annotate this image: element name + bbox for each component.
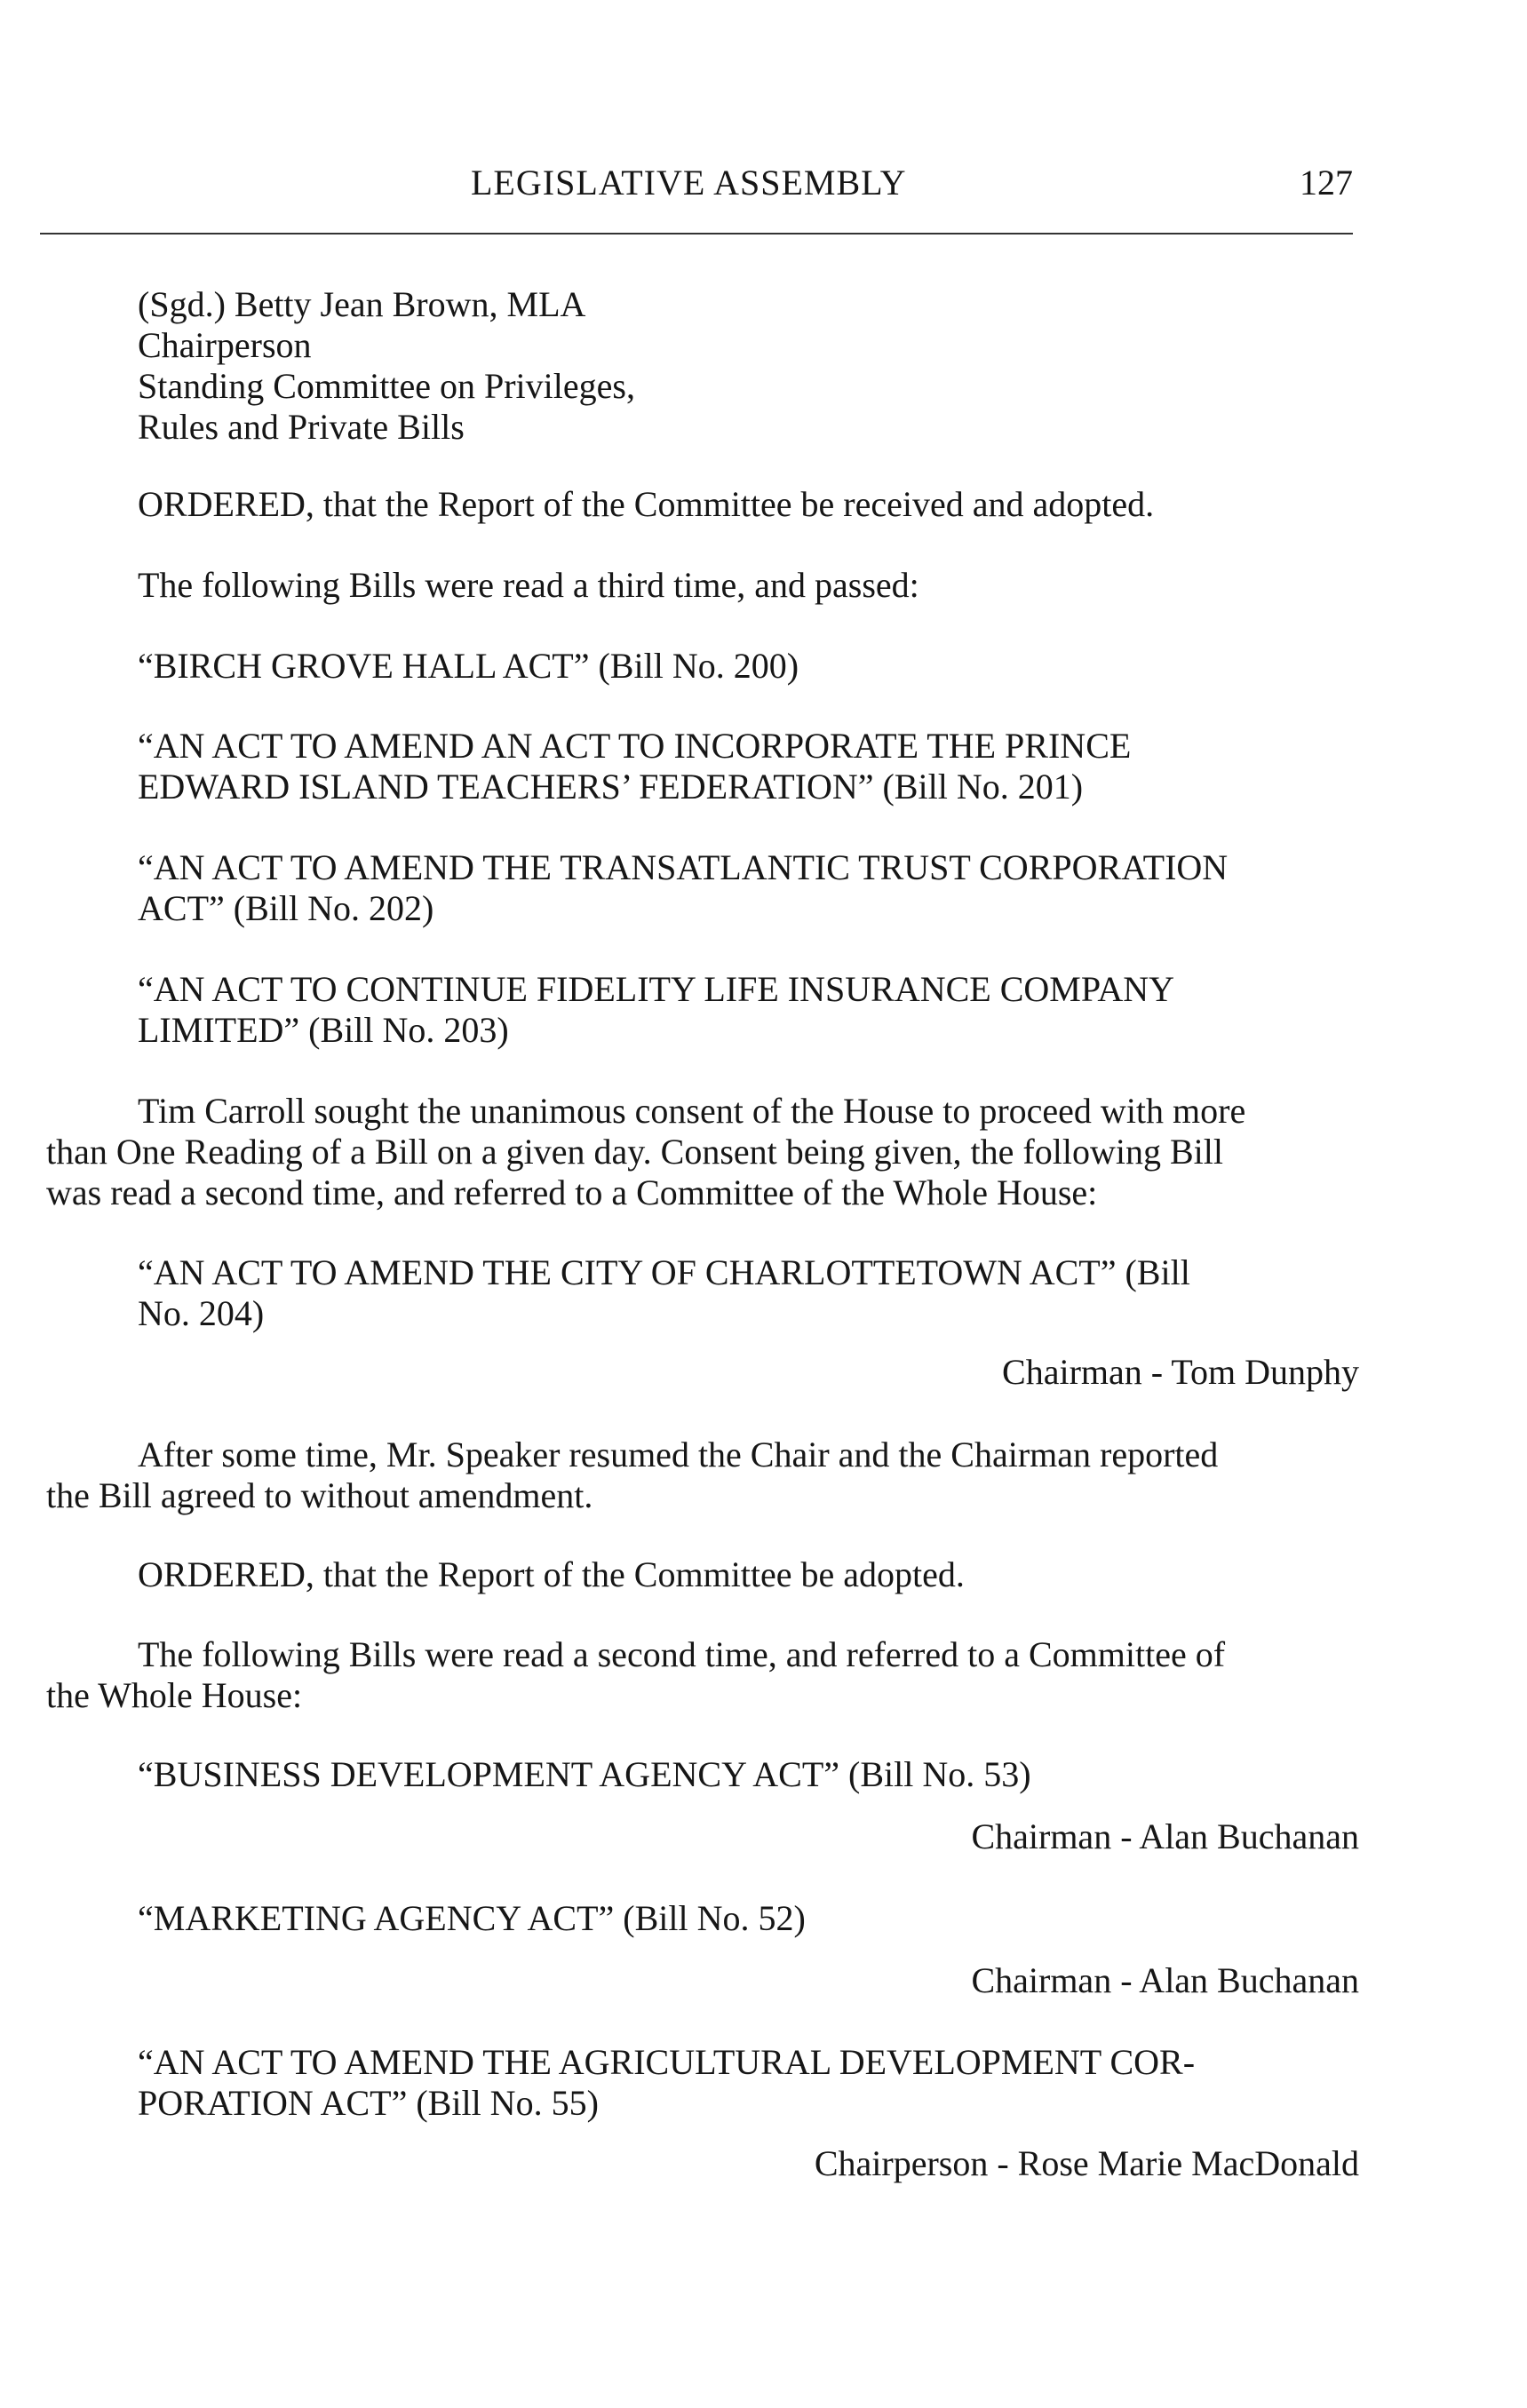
signature-line: (Sgd.) Betty Jean Brown, MLA xyxy=(138,284,586,324)
signature-title: Chairperson xyxy=(138,325,312,365)
paragraph-line: the Bill agreed to without amendment. xyxy=(46,1475,593,1515)
bill-200-title: “BIRCH GROVE HALL ACT” (Bill No. 200) xyxy=(138,646,799,686)
bill-title-line: No. 204) xyxy=(138,1293,265,1333)
bill-title-line: “AN ACT TO CONTINUE FIDELITY LIFE INSURANCE COMPANY xyxy=(138,969,1175,1009)
bill-title-line: LIMITED” (Bill No. 203) xyxy=(138,1010,509,1050)
paragraph-line: the Whole House: xyxy=(46,1675,303,1715)
paragraph-line: was read a second time, and referred to a Committee of the Whole House: xyxy=(46,1172,1098,1212)
bill-203-title xyxy=(138,969,1174,1051)
bill-title-line: “AN ACT TO AMEND THE CITY OF CHARLOTTETOWN ACT” (Bill xyxy=(138,1252,1190,1292)
bill-55-title xyxy=(138,2042,1195,2124)
signature-committee-line: Standing Committee on Privileges, xyxy=(138,366,635,406)
paragraph-line: Tim Carroll sought the unanimous consent of the House to proceed with more xyxy=(138,1091,1246,1131)
bill-title-line: ACT” (Bill No. 202) xyxy=(138,888,434,928)
chairman-attribution: Chairman - Alan Buchanan xyxy=(971,1960,1359,2000)
chairman-attribution: Chairman - Alan Buchanan xyxy=(971,1816,1359,1856)
paragraph-line: After some time, Mr. Speaker resumed the Chair and the Chairman reported xyxy=(138,1434,1219,1474)
bill-201-title xyxy=(138,726,1131,807)
paragraph-line: than One Reading of a Bill on a given day. Consent being given, the following Bill xyxy=(46,1132,1223,1172)
bill-title-line: EDWARD ISLAND TEACHERS’ FEDERATION” (Bill No. 201) xyxy=(138,767,1084,807)
paragraph-line: The following Bills were read a second time, and referred to a Committee of xyxy=(138,1634,1226,1674)
consent-paragraph xyxy=(46,1091,1245,1213)
bill-52-title: “MARKETING AGENCY ACT” (Bill No. 52) xyxy=(138,1898,806,1938)
chairperson-attribution: Chairperson - Rose Marie MacDonald xyxy=(814,2143,1359,2183)
bill-title-line: “AN ACT TO AMEND AN ACT TO INCORPORATE THE PRINCE xyxy=(138,726,1132,766)
third-reading-intro: The following Bills were read a third time, and passed: xyxy=(138,565,919,605)
bill-202-title xyxy=(138,847,1228,929)
ordered-received-paragraph: ORDERED, that the Report of the Committee be received and adopted. xyxy=(138,484,1155,524)
bill-204-title xyxy=(138,1252,1190,1334)
bill-title-line: PORATION ACT” (Bill No. 55) xyxy=(138,2083,599,2123)
chairman-attribution: Chairman - Tom Dunphy xyxy=(1002,1352,1359,1392)
bill-title-line: “AN ACT TO AMEND THE TRANSATLANTIC TRUST CORPORATION xyxy=(138,847,1229,887)
second-reading-paragraph xyxy=(46,1634,1225,1716)
signature-block xyxy=(138,284,635,448)
running-header-title: LEGISLATIVE ASSEMBLY xyxy=(471,163,907,203)
header-divider xyxy=(40,233,1353,234)
bill-53-title: “BUSINESS DEVELOPMENT AGENCY ACT” (Bill No. 53) xyxy=(138,1754,1031,1794)
page-number: 127 xyxy=(1300,163,1353,203)
ordered-adopted-paragraph: ORDERED, that the Report of the Committee be adopted. xyxy=(138,1554,965,1594)
bill-title-line: “AN ACT TO AMEND THE AGRICULTURAL DEVELOPMENT COR- xyxy=(138,2042,1196,2082)
after-some-time-paragraph xyxy=(46,1434,1218,1516)
signature-committee-line: Rules and Private Bills xyxy=(138,407,465,447)
